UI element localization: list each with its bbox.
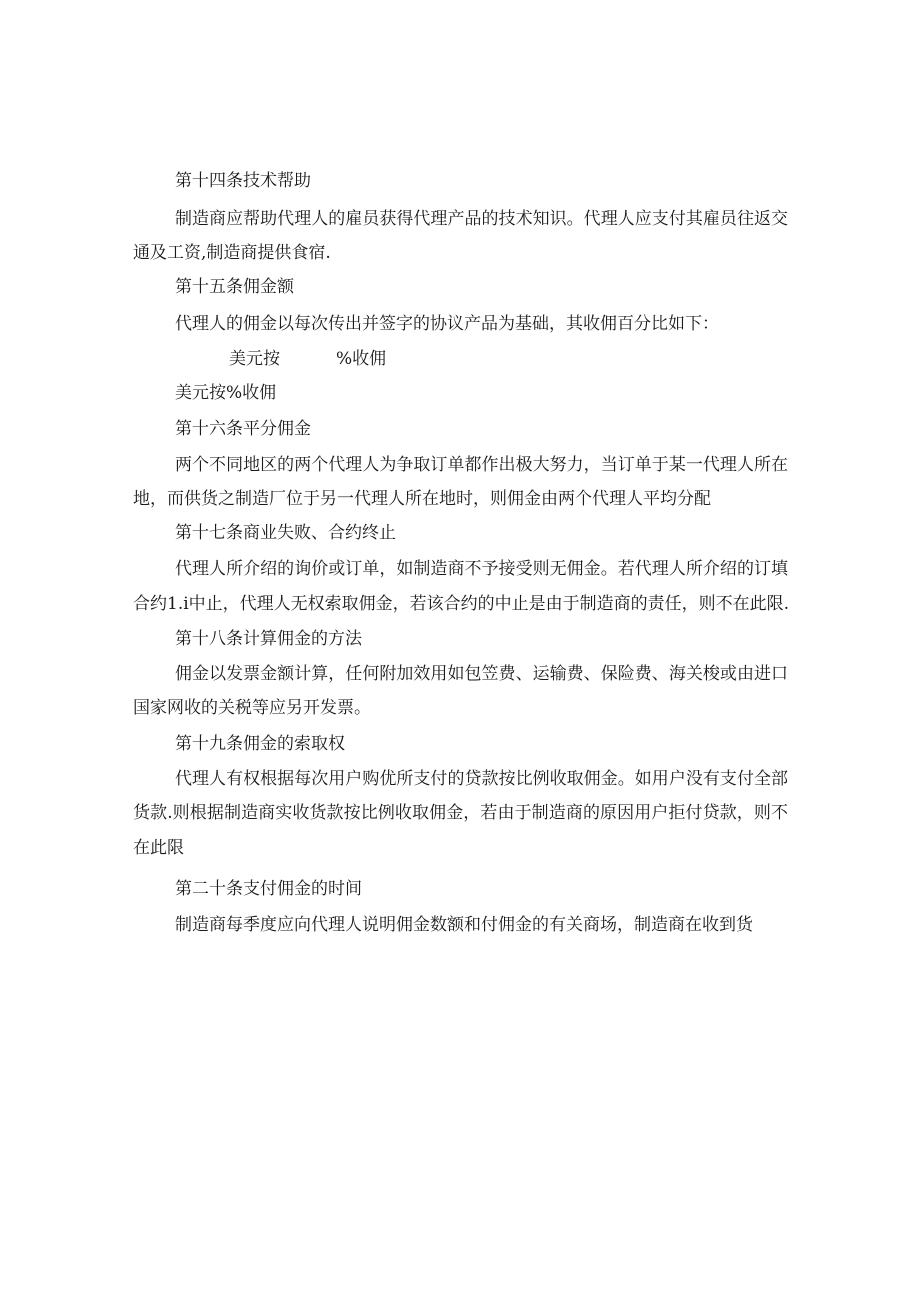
commission-rate-line [229, 348, 386, 370]
paragraph-line: 制造商应帮助代理人的雇员获得代理产品的技术知识。代理人应支付其雇员往返交 [175, 209, 788, 229]
heading-article-18: 第十八条计算佣金的方法 [175, 629, 362, 649]
paragraph-line: 货款.则根据制造商实收货款按比例收取佣金，若由于制造商的原因用户拒付贷款，则不 [133, 803, 788, 823]
paragraph-line: 国家网收的关税等应另开发票。 [133, 698, 371, 718]
paragraph-line: 代理人的佣金以每次传出并签字的协议产品为基础，其收佣百分比如下： [175, 314, 719, 334]
heading-article-14: 第十四条技术帮助 [175, 171, 311, 191]
commission-rate-line: 美元按%收佣 [175, 383, 277, 403]
paragraph-line: 合约1.i中止，代理人无权索取佣金，若该合约的中止是由于制造商的责任，则不在此限. [133, 594, 790, 614]
heading-article-16: 第十六条平分佣金 [175, 419, 311, 439]
paragraph-line: 在此限 [133, 838, 184, 858]
heading-article-15: 第十五条佣金额 [175, 277, 294, 297]
heading-article-20: 第二十条支付佣金的时间 [175, 879, 362, 899]
paragraph-line: 制造商每季度应向代理人说明佣金数额和付佣金的有关商场，制造商在收到货 [175, 915, 753, 935]
paragraph-line: 代理人有权根据每次用户购优所支付的贷款按比例收取佣金。如用户没有支付全部 [175, 769, 788, 789]
heading-article-19: 第十九条佣金的索取权 [175, 734, 345, 754]
heading-article-17: 第十七条商业失败、合约终止 [175, 523, 396, 543]
paragraph-line: 佣金以发票金额计算，任何附加效用如包笠费、运输费、保险费、海关梭或由进口 [175, 664, 788, 684]
paragraph-line: 通及工资,制造商提供食宿. [133, 243, 331, 263]
paragraph-line: 代理人所介绍的询价或订单，如制造商不予接受则无佣金。若代理人所介绍的订填 [175, 559, 788, 579]
dollar-label: 美元按 [229, 349, 280, 369]
paragraph-line: 两个不同地区的两个代理人为争取订单都作出极大努力，当订单于某一代理人所在 [175, 455, 788, 475]
percent-label: %收佣 [336, 349, 387, 369]
paragraph-line: 地，而供货之制造厂位于另一代理人所在地时，则佣金由两个代理人平均分配 [133, 489, 711, 509]
